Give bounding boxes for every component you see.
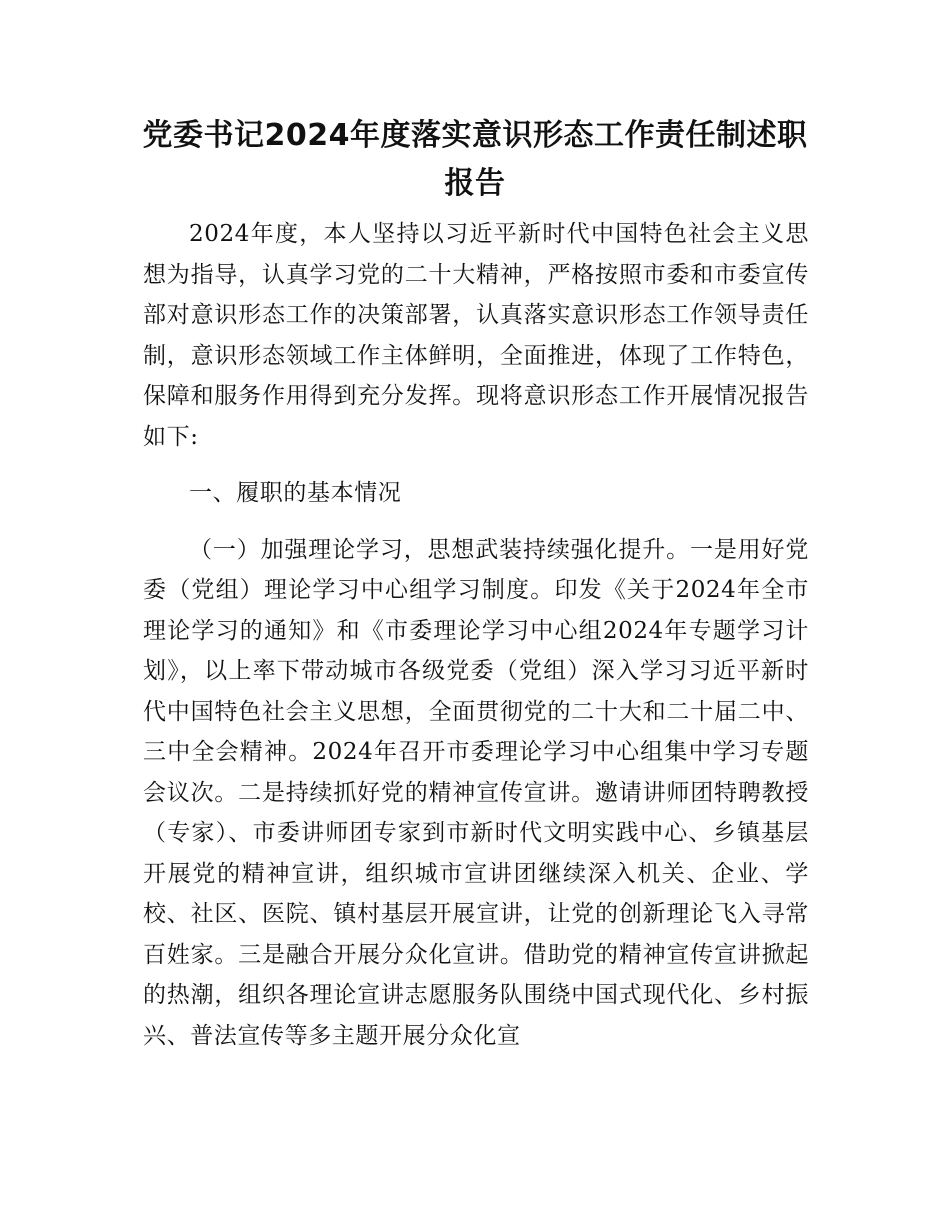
intro-paragraph: 2024年度，本人坚持以习近平新时代中国特色社会主义思想为指导，认真学习党的二十大精神，严格按照市委和市委宣传部对意识形态工作的决策部署，认真落实意识形态工作领导责任制，意识形态领域工作主体鲜明，全面推进，体现了工作特色，保障和服务作用得到充分发挥。现将意识形态工作开展情况报告如下: [143, 221, 809, 450]
document-body [143, 214, 809, 1056]
document-title: 党委书记2024年度落实意识形态工作责任制述职报告 [142, 118, 808, 201]
section-heading: 一、履职的基本情况 [189, 480, 402, 506]
section-paragraph: （一）加强理论学习，思想武装持续强化提升。一是用好党委（党组）理论学习中心组学习制度。印发《关于2024年全市理论学习的通知》和《市委理论学习中心组2024年专题学习计划》，以上率下带动城市各级党委（党组）深入学习习近平新时代中国特色社会主义思想，全面贯彻党的二十大和二十届二中、三中全会精神。2024年召开市委理论学习中心组集中学习专题会议次。二是持续抓好党的精神宣传宣讲。邀请讲师团特聘教授（专家）、市委讲师团专家到市新时代文明实践中心、乡镇基层开展党的精神宣讲，组织城市宣讲团继续深入机关、企业、学校、社区、医院、镇村基层开展宣讲，让党的创新理论飞入寻常百姓家。三是融合开展分众化宣讲。借助党的精神宣传宣讲掀起的热潮，组织各理论宣讲志愿服务队围绕中国式现代化、乡村振兴、普法宣传等多主题开展分众化宣 [143, 536, 809, 1049]
